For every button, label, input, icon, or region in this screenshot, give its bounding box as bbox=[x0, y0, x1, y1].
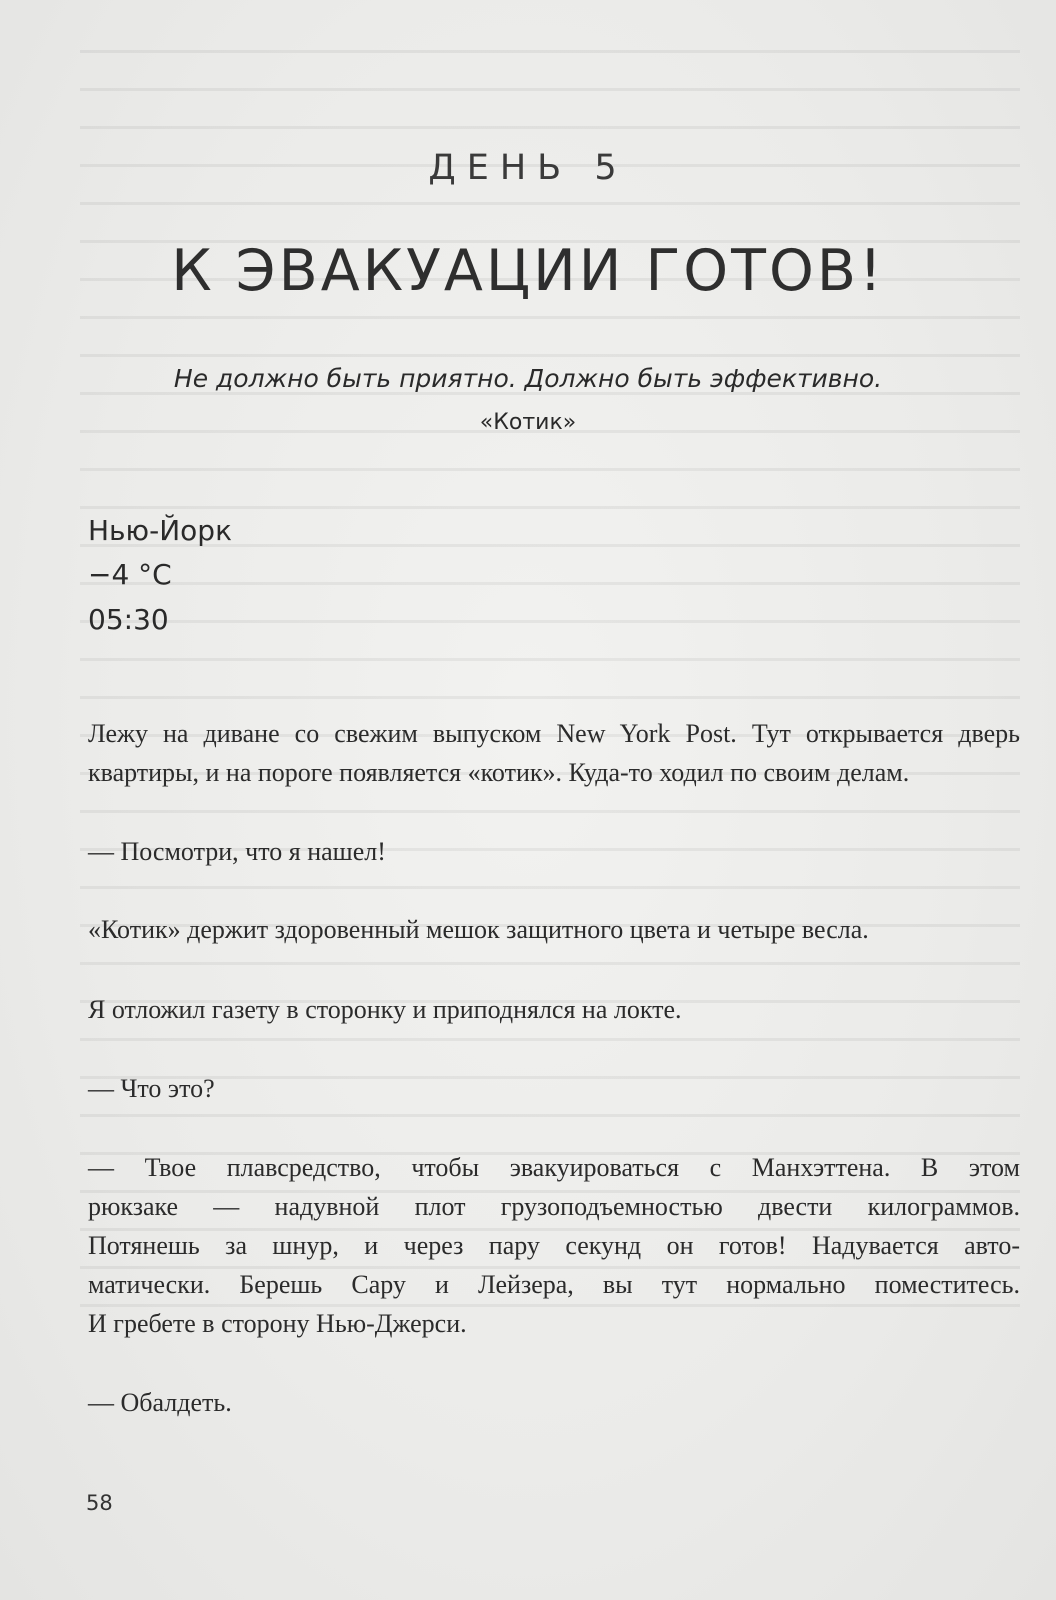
paragraph-line bbox=[88, 1265, 1020, 1304]
paragraph-line-text: матически. Берешь Сару и Лейзера, вы тут нормально поместитесь. bbox=[88, 1270, 1020, 1299]
paragraph-line bbox=[88, 1226, 1020, 1265]
paragraph-line: Лежу на диване со свежим выпуском New York Post. Тут открывается дверь bbox=[88, 719, 1020, 748]
paragraph-line: «Котик» держит здоровенный мешок защитного цвета и четыре весла. bbox=[88, 915, 869, 944]
paragraph-line-text: рюкзаке — надувной плот грузоподъемностью двести килограммов. bbox=[88, 1192, 1020, 1221]
paragraph-line: Я отложил газету в сторонку и приподнялся на локте. bbox=[88, 995, 682, 1024]
paragraph-line: — Посмотри, что я нашел! bbox=[88, 837, 386, 866]
page-number: 58 bbox=[86, 1491, 113, 1515]
paragraph-line-text: — Твое плавсредство, чтобы эвакуироваться с Манхэттена. В этом bbox=[88, 1153, 1020, 1182]
epigraph-author: «Котик» bbox=[479, 410, 577, 435]
chapter-title: К ЭВАКУАЦИИ ГОТОВ! bbox=[171, 238, 885, 304]
paragraph-line: — Что это? bbox=[88, 1074, 215, 1103]
paragraph-line: квартиры, и на пороге появляется «котик». Куда-то ходил по своим делам. bbox=[88, 758, 910, 787]
time: 05:30 bbox=[88, 603, 169, 636]
chapter-label: ДЕНЬ 5 bbox=[428, 148, 628, 188]
epigraph-text: Не должно быть приятно. Должно быть эффективно. bbox=[173, 364, 883, 393]
paragraph-line bbox=[88, 1187, 1020, 1226]
location-city: Нью-Йорк bbox=[88, 514, 232, 547]
paragraph-line: — Обалдеть. bbox=[88, 1388, 232, 1417]
temperature: −4 °C bbox=[88, 558, 172, 591]
paragraph bbox=[88, 714, 1020, 753]
paragraph-line bbox=[88, 1148, 1020, 1187]
paragraph-line: И гребете в сторону Нью-Джерси. bbox=[88, 1309, 467, 1338]
paragraph-line-text: Потянешь за шнур, и через пару секунд он готов! Надувается авто- bbox=[88, 1231, 1020, 1260]
